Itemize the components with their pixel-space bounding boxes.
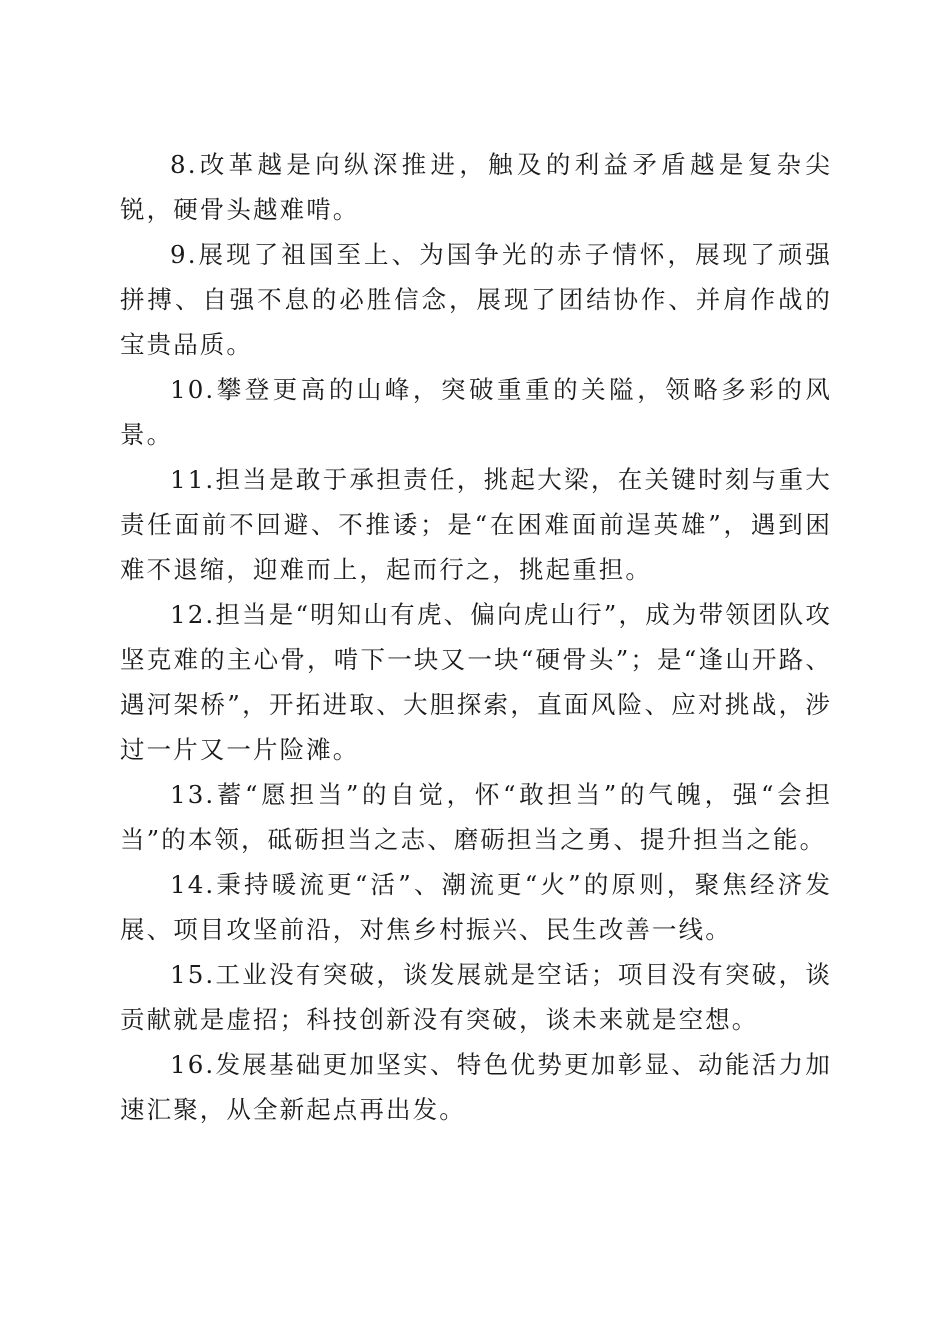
paragraph-13: 13.蓄“愿担当”的自觉，怀“敢担当”的气魄，强“会担当”的本领，砥砺担当之志、磨砺担当之勇、提升担当之能。 xyxy=(120,780,832,854)
document-body xyxy=(120,142,832,1132)
paragraph-11: 11.担当是敢于承担责任，挑起大梁，在关键时刻与重大责任面前不回避、不推诿；是“在困难面前逞英雄”，遇到困难不退缩，迎难而上，起而行之，挑起重担。 xyxy=(120,465,832,584)
paragraph-8: 8.改革越是向纵深推进，触及的利益矛盾越是复杂尖锐，硬骨头越难啃。 xyxy=(120,150,832,224)
paragraph-15: 15.工业没有突破，谈发展就是空话；项目没有突破，谈贡献就是虚招；科技创新没有突破，谈未来就是空想。 xyxy=(120,960,832,1034)
paragraph-10: 10.攀登更高的山峰，突破重重的关隘，领略多彩的风景。 xyxy=(120,375,832,449)
paragraph-12: 12.担当是“明知山有虎、偏向虎山行”，成为带领团队攻坚克难的主心骨，啃下一块又一块“硬骨头”；是“逢山开路、遇河架桥”，开拓进取、大胆探索，直面风险、应对挑战，涉过一片又一片险滩。 xyxy=(120,600,832,764)
paragraph-16: 16.发展基础更加坚实、特色优势更加彰显、动能活力加速汇聚，从全新起点再出发。 xyxy=(120,1050,832,1124)
paragraph-9: 9.展现了祖国至上、为国争光的赤子情怀，展现了顽强拼搏、自强不息的必胜信念，展现了团结协作、并肩作战的宝贵品质。 xyxy=(120,240,832,359)
paragraph-14: 14.秉持暖流更“活”、潮流更“火”的原则，聚焦经济发展、项目攻坚前沿，对焦乡村振兴、民生改善一线。 xyxy=(120,870,832,944)
